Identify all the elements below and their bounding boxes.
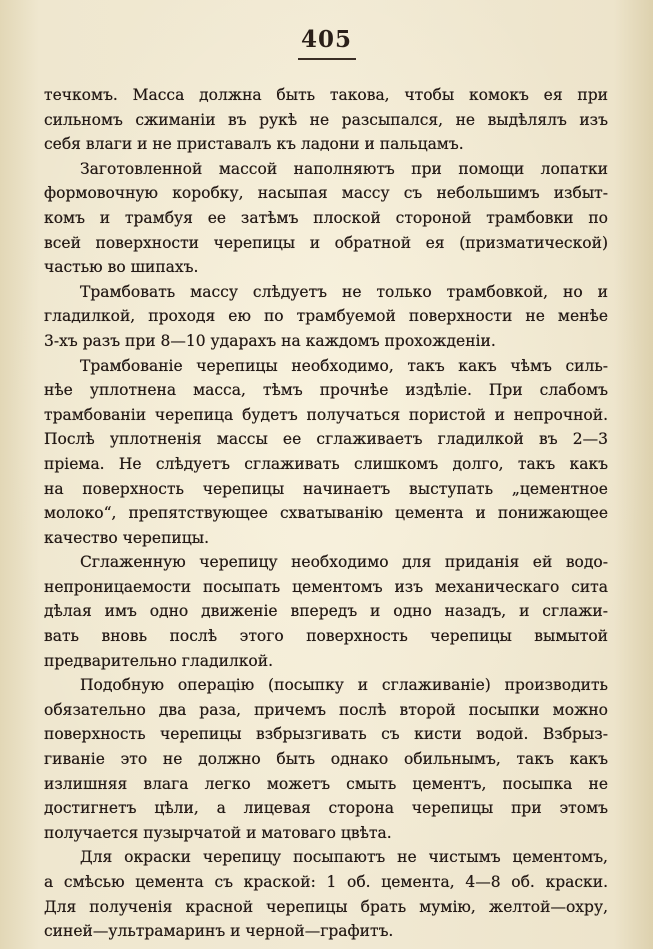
text-line: Для полученія красной черепицы брать мумію, желтой—охру, — [44, 897, 608, 916]
text-line: вать вновь послѣ этого поверхность черепицы вымытой — [44, 627, 608, 646]
text-line: Подобную операцію (посыпку и сглаживаніе) производить — [80, 676, 608, 695]
text-line: Заготовленной массой наполняютъ при помощи лопатки — [80, 159, 608, 178]
text-line: качество черепицы. — [44, 528, 209, 547]
text-line: Трамбовать массу слѣдуетъ не только трамбовкой, но и — [80, 282, 608, 301]
page-number-underline — [298, 58, 356, 60]
text-line: частью во шипахъ. — [44, 258, 199, 277]
page-body — [44, 83, 608, 944]
paragraph — [44, 845, 608, 943]
text-line: Послѣ уплотненія массы ее сглаживаетъ гладилкой въ 2—3 — [44, 430, 608, 449]
text-line: пріема. Не слѣдуетъ сглаживать слишкомъ долго, такъ какъ — [44, 454, 608, 473]
text-line: течкомъ. Масса должна быть такова, чтобы комокъ ея при — [44, 86, 608, 104]
text-line: излишняя влага легко можетъ смыть цементъ, посыпка не — [44, 774, 608, 793]
text-line: комъ и трамбуя ее затѣмъ плоской стороной трамбовки по — [44, 208, 608, 227]
text-line: гиваніе это не должно быть однако обильнымъ, такъ какъ — [44, 750, 608, 769]
text-line: нѣе уплотнена масса, тѣмъ прочнѣе издѣліе. При слабомъ — [44, 381, 608, 400]
text-line: Сглаженную черепицу необходимо для приданія ей водо- — [80, 553, 608, 572]
text-line: гладилкой, проходя ею по трамбуемой поверхности не менѣе — [44, 307, 608, 326]
text-line: всей поверхности черепицы и обратной ея (призматической) — [44, 233, 608, 252]
text-line: а смѣсью цемента съ краской: 1 об. цемента, 4—8 об. краски. — [44, 873, 608, 891]
text-line: на поверхность черепицы начинаетъ выступать „цементное — [44, 479, 608, 498]
text-line: Трамбованіе черепицы необходимо, такъ какъ чѣмъ силь- — [80, 356, 608, 375]
text-line: дѣлая имъ одно движеніе впередъ и одно назадъ, и сглажи- — [44, 602, 608, 621]
page-number: 405 — [300, 26, 352, 53]
text-line: достигнетъ цѣли, а лицевая сторона черепицы при этомъ — [44, 799, 608, 818]
text-line: себя влаги и не приставалъ къ ладони и пальцамъ. — [44, 135, 464, 154]
text-line: сильномъ сжиманіи въ рукѣ не разсыпался, не выдѣлялъ изъ — [44, 110, 608, 129]
text-line: поверхность черепицы взбрызгивать съ кисти водой. Взбрыз- — [44, 725, 608, 744]
paragraph — [44, 673, 608, 845]
paragraph — [44, 550, 608, 673]
text-line: непроницаемости посыпать цементомъ изъ механическаго сита — [44, 577, 608, 596]
paragraph — [44, 83, 608, 157]
text-line: обязательно два раза, причемъ послѣ второй посыпки можно — [44, 700, 608, 719]
text-line: предварительно гладилкой. — [44, 651, 274, 670]
text-line: получается пузырчатой и матоваго цвѣта. — [44, 823, 392, 842]
paragraph — [44, 354, 608, 551]
text-line: молоко“, препятствующее схватыванію цемента и понижающее — [44, 504, 608, 523]
text-line: Для окраски черепицу посыпаютъ не чистымъ цементомъ, — [80, 848, 608, 867]
text-line: трамбованіи черепица будетъ получаться пористой и непрочной. — [44, 405, 608, 424]
paragraph — [44, 280, 608, 354]
text-line: синей—ультрамаринъ и черной—графитъ. — [44, 922, 394, 941]
text-line: формовочную коробку, насыпая массу съ небольшимъ избыт- — [44, 184, 608, 203]
text-line: 3-хъ разъ при 8—10 ударахъ на каждомъ прохожденіи. — [44, 331, 496, 350]
paragraph — [44, 157, 608, 280]
